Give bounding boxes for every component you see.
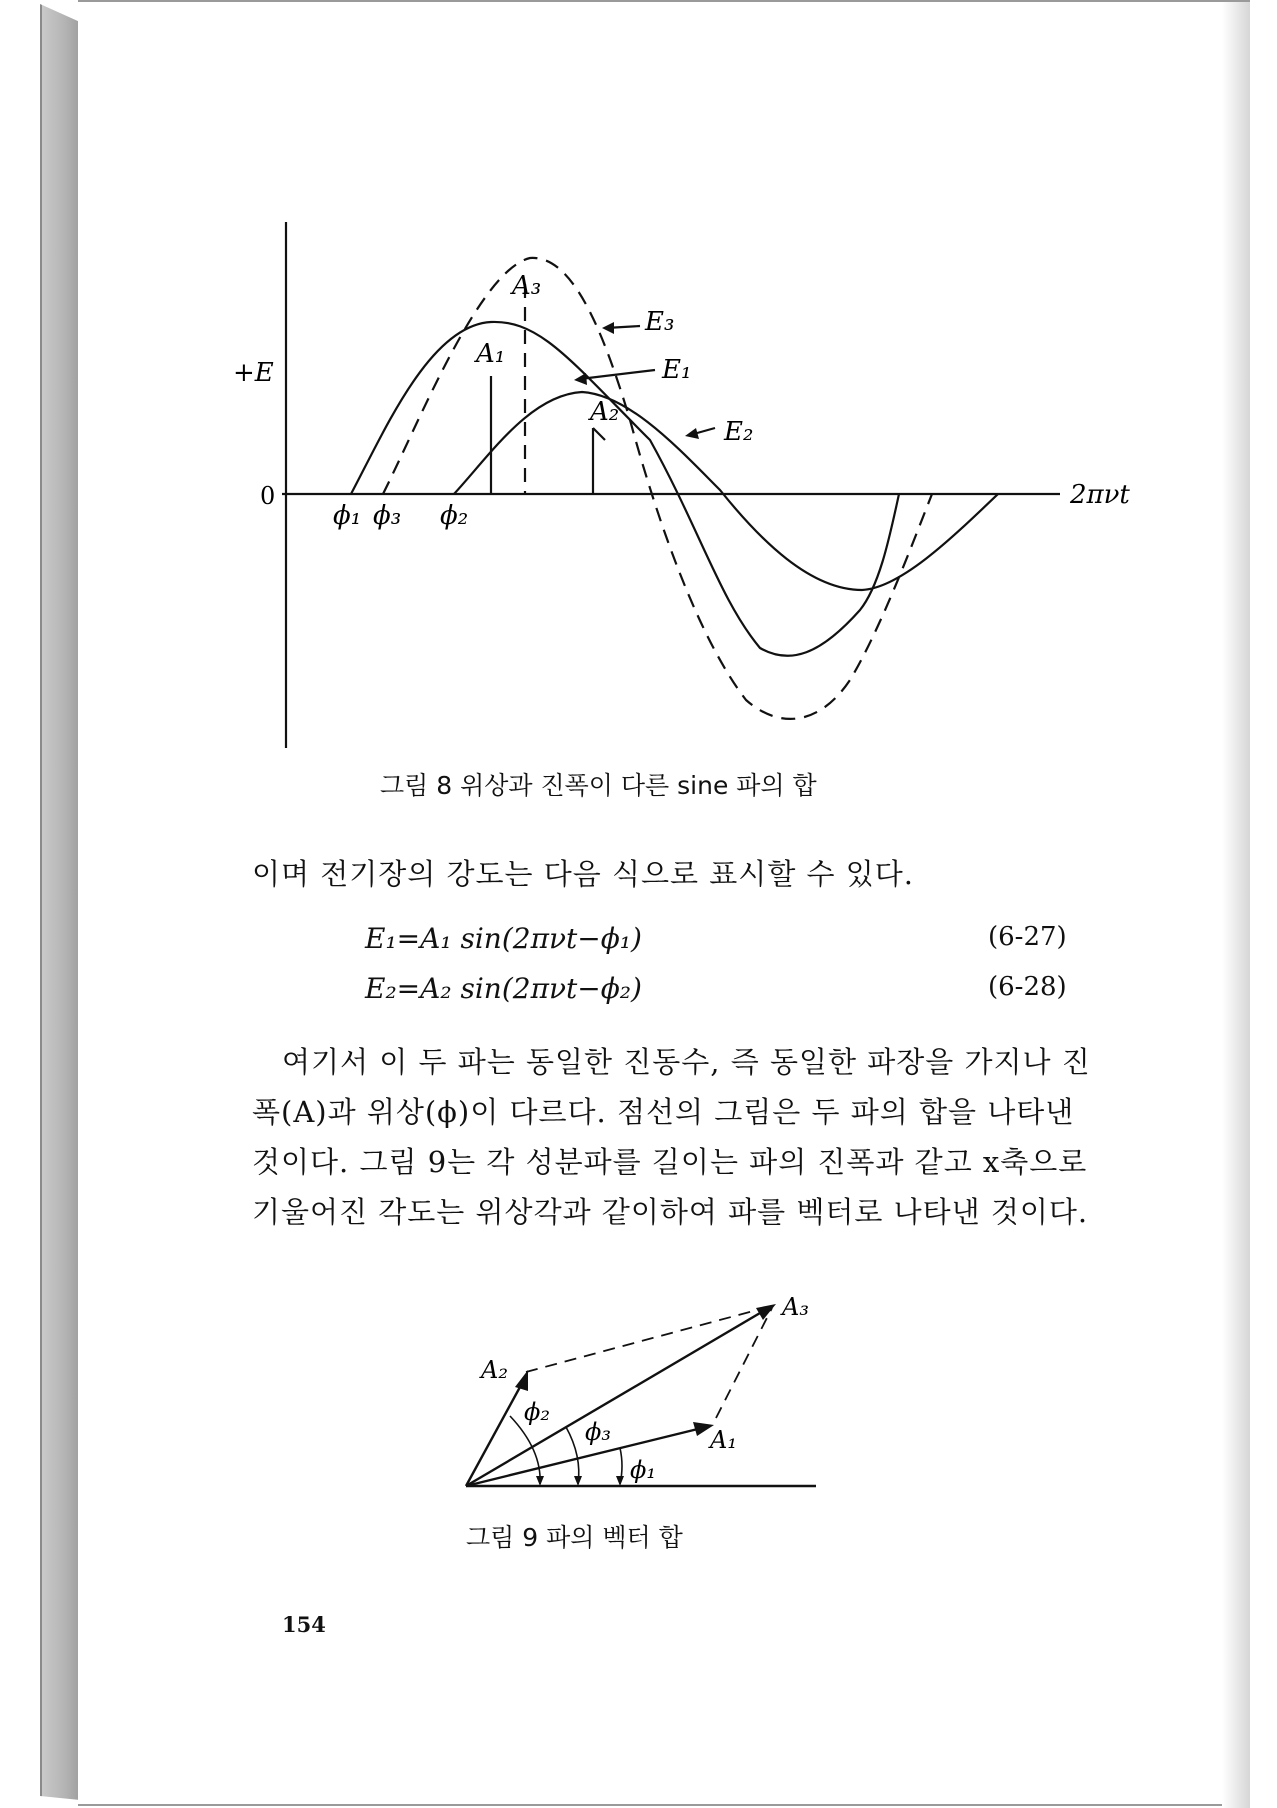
label-e1: E₁ <box>662 355 692 385</box>
label-a2: A₂ <box>481 1356 508 1384</box>
label-phi2: ϕ₂ <box>440 501 469 531</box>
label-e3: E₃ <box>645 307 675 337</box>
dashed-a1-a3 <box>716 1308 772 1418</box>
label-plus-e: +E <box>233 358 274 388</box>
arc-tip-phi1 <box>616 1476 624 1486</box>
equation-number-6-27: (6-27) <box>988 922 1067 952</box>
arc-tip-phi3 <box>574 1476 582 1486</box>
figure-8-caption: 그림 8 위상과 진폭이 다른 sine 파의 합 <box>380 771 817 800</box>
arrowhead-a2 <box>515 1370 528 1391</box>
arc-tip-phi2 <box>536 1476 544 1486</box>
label-phi3: ϕ₃ <box>373 501 402 531</box>
page-number: 154 <box>282 1612 326 1637</box>
equation-6-28: E₂=A₂ sin(2πνt−ϕ₂) <box>365 972 642 1005</box>
e3-arrowhead <box>602 322 614 334</box>
e2-arrowhead <box>685 428 699 439</box>
dashed-a2-a3 <box>526 1306 772 1372</box>
label-a3: A₃ <box>782 1293 809 1321</box>
label-phi1: ϕ₁ <box>333 501 362 531</box>
label-a1: A₁ <box>710 1426 737 1454</box>
figure-9-vector-sum <box>0 1270 1277 1510</box>
vector-a3 <box>466 1306 772 1486</box>
a2-tick <box>593 428 605 440</box>
angle-arc-phi3 <box>566 1427 579 1484</box>
e1-arrowhead <box>574 373 587 385</box>
paragraph-line-1: 여기서 이 두 파는 동일한 진동수, 즉 동일한 파장을 가지나 진 <box>282 1045 1091 1079</box>
body-line-1: 이며 전기장의 강도는 다음 식으로 표시할 수 있다. <box>252 857 915 891</box>
label-e2: E₂ <box>724 417 754 447</box>
figure-8-sine-waves <box>0 0 1277 760</box>
label-a1: A₁ <box>476 339 506 369</box>
equation-number-6-28: (6-28) <box>988 972 1067 1002</box>
label-phi3: ϕ₃ <box>585 1418 611 1446</box>
figure-9-caption: 그림 9 파의 벡터 합 <box>466 1523 683 1552</box>
label-phi1: ϕ₁ <box>630 1456 656 1484</box>
label-x-axis: 2πνt <box>1070 480 1130 510</box>
paragraph-line-2: 폭(A)과 위상(ϕ)이 다르다. 점선의 그림은 두 파의 합을 나타낸 <box>252 1095 1075 1129</box>
wave-e1 <box>351 322 899 656</box>
equation-6-27: E₁=A₁ sin(2πνt−ϕ₁) <box>365 922 642 955</box>
label-phi2: ϕ₂ <box>524 1398 550 1426</box>
label-zero: 0 <box>260 482 276 510</box>
paragraph-line-3: 것이다. 그림 9는 각 성분파를 길이는 파의 진폭과 같고 x축으로 <box>252 1145 1088 1179</box>
paragraph-line-4: 기울어진 각도는 위상각과 같이하여 파를 벡터로 나타낸 것이다. <box>252 1195 1089 1229</box>
arrowhead-a3 <box>756 1304 776 1320</box>
label-a2: A₂ <box>590 397 620 427</box>
label-a3: A₃ <box>512 271 542 301</box>
